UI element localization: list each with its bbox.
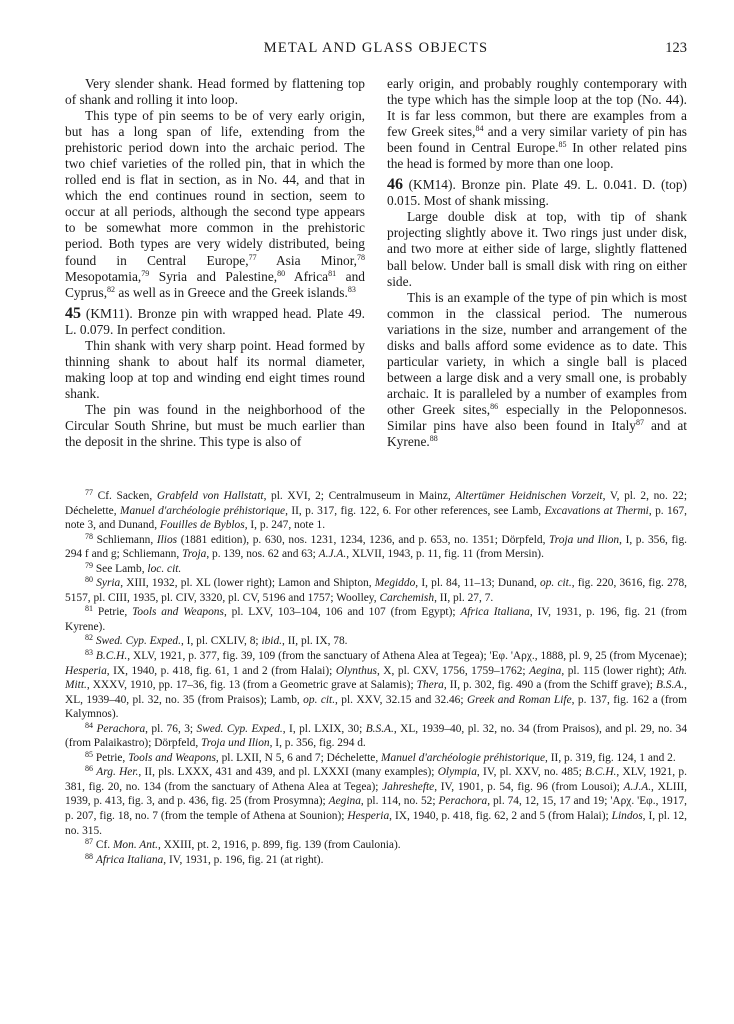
footnote-80 [65, 576, 687, 605]
footnote-title: Ath. Mitt. [65, 664, 687, 692]
paragraph-text: This is an example of the type of pin which is most common in the classical period. The numerous variations in the size, number and arrangement of the disks and balls afford some evidence as to date. This particular variety, in which a single ball is placed between a large disk and a very small one, is probably archaic. It is paralleled by a number of examples from other Greek sites, [387, 289, 687, 417]
footnote-title: Africa Italiana [95, 853, 164, 866]
footnote-number: 88 [85, 851, 93, 861]
footnote-87 [65, 838, 687, 853]
paragraph-text: The pin was found in the neighborhood of the Circular South Shrine, but must be much earlier than the deposit in the shrine. This type is also of [65, 401, 365, 450]
footnotes [65, 489, 687, 867]
footnote-text: , II, pls. LXXX, 431 and 439, and pl. LXXXI (many examples); [138, 766, 438, 779]
footnote-title: Africa Italiana [460, 606, 530, 619]
footnote-title: Ilios [156, 533, 178, 546]
entry-number: 46 [387, 176, 403, 194]
footnote-title: op. cit. [303, 693, 336, 706]
paragraph-text: and at Kyrene. [387, 417, 687, 450]
footnote-text: , pl. XVI, 2; Centralmuseum in Mainz, [263, 490, 456, 502]
page-header [65, 40, 687, 62]
footnote-number: 82 [85, 633, 93, 643]
paragraph-text: as well as in Greece and the Greek islands. [115, 284, 348, 300]
footnote-77 [65, 489, 687, 533]
footnote-text: , p. 137, fig. 162 a (from Kalymnos). [65, 693, 687, 721]
footnote-text: , pl. 114, no. 52; [360, 795, 439, 808]
footnote-82 [65, 634, 687, 649]
footnote-title: Troja und Ilion [201, 737, 270, 750]
footnote-text: , V, pl. 2, no. 22; Déchelette, [65, 490, 687, 517]
footnote-ref[interactable]: 85 [558, 140, 567, 150]
footnote-text: Cf. Sacken, [93, 490, 157, 502]
footnote-81 [65, 605, 687, 634]
footnote-number: 81 [85, 604, 93, 614]
footnote-number: 78 [85, 531, 93, 541]
footnote-text: , XLV, 1921, p. 381, fig. 20, no. 134 (from the sanctuary of Athena Alea at Tegea); [65, 766, 687, 793]
footnote-text: , XLVII, 1943, p. 11, fig. 11 (from Mersin). [346, 548, 544, 561]
footnote-text: , II, pl. 27, 7. [434, 591, 494, 604]
footnote-title: Carchemish [379, 591, 435, 604]
footnote-title: Manuel d'archéologie préhistorique [119, 504, 286, 517]
footnote-title: Aegina [529, 664, 562, 677]
paragraph [387, 76, 687, 172]
paragraph-text: Thin shank with very sharp point. Head formed by thinning shank to about half its normal diameter, making loop at top and winding end eight times round shank. [65, 337, 365, 401]
footnote-title: B.C.H. [95, 650, 128, 663]
footnote-text: , IX, 1940, p. 418, fig. 62, 2 and 5 (from Halai); [389, 810, 612, 823]
paragraph [387, 290, 687, 450]
footnote-title: Hesperia [347, 810, 390, 823]
footnote-text: , p. 167, note 3, and Dunand, [65, 504, 687, 532]
right-column [387, 76, 687, 450]
paragraph [65, 108, 365, 301]
footnote-title: B.S.A. [655, 679, 685, 692]
footnote-85 [65, 751, 687, 766]
paragraph [65, 76, 365, 108]
paragraph-text: Very slender shank. Head formed by flattening top of shank and rolling it into loop. [65, 76, 365, 108]
footnote-text: , X, pl. CXV, 1756, 1759–1762; [376, 664, 530, 677]
footnote-ref[interactable]: 83 [347, 284, 356, 294]
footnote-text: , IX, 1940, p. 418, fig. 61, 1 and 2 (from Halai); [106, 664, 336, 677]
footnote-title: Thera [416, 679, 444, 692]
footnote-text: , II, pl. IX, 78. [282, 635, 348, 648]
footnote-text: , pl. LXV, 103–104, 106 and 107 (from Egypt); [223, 606, 461, 619]
footnote-text: , IV, 1931, p. 196, fig. 21 (from Kyrene). [65, 606, 687, 633]
footnote-ref[interactable]: 80 [277, 268, 286, 278]
footnote-text: , I, pl. CXLIV, 8; [180, 635, 262, 648]
footnote-number: 84 [85, 720, 93, 730]
footnote-title: ibid. [261, 635, 283, 648]
footnote-title: Perachora [96, 722, 146, 735]
footnote-text: , XIII, 1932, pl. XL (lower right); Lamon and Shipton, [120, 577, 375, 590]
catalog-entry-45 [65, 306, 365, 338]
footnote-title: B.S.A. [365, 722, 394, 735]
footnote-79 [65, 562, 687, 577]
footnote-ref[interactable]: 87 [636, 417, 644, 427]
footnote-title: A.J.A. [318, 548, 347, 561]
footnote-title: Aegina [328, 795, 361, 808]
body-columns [65, 76, 687, 450]
footnote-title: Lindos [611, 810, 643, 823]
footnote-title: Mon. Ant. [112, 839, 158, 852]
footnote-title: Perachora [438, 795, 488, 808]
paragraph-text: Large double disk at top, with tip of shank projecting slightly above it. Two rings just under disk, and two more at either side of large, slightly flattened ball below. Under ball is small disk with ring on either side. [387, 209, 687, 289]
footnote-title: Syria [96, 577, 121, 590]
footnote-text: , p. 139, nos. 62 and 63; [206, 548, 319, 561]
footnote-ref[interactable]: 82 [107, 284, 116, 294]
footnote-number: 83 [85, 648, 93, 658]
footnote-text: , I, p. 247, note 1. [244, 519, 326, 532]
footnote-number: 80 [85, 575, 93, 585]
footnote-title: B.C.H. [585, 766, 617, 779]
paragraph [65, 338, 365, 402]
footnote-title: Jahreshefte [382, 780, 435, 793]
footnote-title: Fouilles de Byblos [159, 519, 245, 532]
footnote-text: , I, pl. 12, no. 315. [65, 810, 687, 837]
footnote-text: Cf. [93, 839, 113, 852]
footnote-text: , I, pl. LXIX, 30; [282, 722, 366, 735]
footnote-title: Olympia [437, 766, 477, 779]
entry-heading: (KM11). Bronze pin with wrapped head. Plate 49. L. 0.079. In perfect condition. [65, 305, 365, 337]
footnote-ref[interactable]: 88 [429, 434, 438, 444]
footnote-ref[interactable]: 79 [141, 268, 150, 278]
footnote-title: Olynthus [335, 664, 377, 677]
footnote-text: , II, p. 319, fig. 124, 1 and 2. [545, 751, 676, 764]
footnote-title: Manuel d'archéologie préhistorique [381, 751, 546, 764]
footnote-number: 85 [85, 749, 93, 759]
footnote-ref[interactable]: 81 [328, 268, 337, 278]
footnote-text: , XL, 1939–40, pl. 32, no. 35 (from Praisos); Lamb, [65, 679, 687, 706]
footnote-text: , IV, 1931, p. 196, fig. 21 (at right). [163, 853, 324, 866]
footnote-86 [65, 765, 687, 838]
paragraph-text: and a very similar variety of pin has been found in Central Europe. [387, 124, 687, 156]
paragraph-text: and Cyprus, [65, 268, 366, 300]
footnote-ref[interactable]: 77 [248, 252, 257, 262]
paragraph-text: Syria and Palestine, [149, 268, 278, 284]
footnote-83 [65, 649, 687, 722]
footnote-text: , IV, 1901, p. 54, fig. 96 (from Lousoi); [434, 780, 624, 793]
footnote-title: Hesperia [65, 664, 107, 677]
paragraph-text: Africa [285, 268, 329, 284]
footnote-text: , pl. LXII, N 5, 6 and 7; Déchelette, [215, 751, 382, 764]
footnote-title: Greek and Roman Life [466, 693, 572, 706]
footnote-title: Troja und Ilion [549, 533, 620, 546]
footnote-title: Excavations at Thermi [544, 504, 649, 517]
left-column [65, 76, 365, 450]
footnote-text: , pl. 76, 3; [145, 722, 197, 735]
footnote-text: , I, pl. 84, 11–13; Dunand, [415, 577, 541, 590]
paragraph [65, 402, 365, 450]
footnote-number: 77 [85, 488, 93, 497]
footnote-title: Grabfeld von Hallstatt [156, 490, 264, 502]
footnote-text: Petrie, [93, 751, 129, 764]
footnote-text: Petrie, [93, 606, 133, 619]
paragraph-text: In other related pins the head is formed by more than one loop. [387, 140, 687, 172]
footnote-title: Tools and Weapons [132, 606, 224, 619]
footnote-text: , I, p. 356, fig. 294 f and g; Schliemann, [65, 533, 687, 561]
footnote-title: Swed. Cyp. Exped. [196, 722, 283, 735]
catalog-entry-46 [387, 177, 687, 209]
footnote-number: 86 [85, 764, 93, 774]
footnote-text: , pl. 74, 12, 15, 17 and 19; 'Αρχ. 'Εφ., 1917, p. 207, fig. 18, no. 7 (from the temple of Athena at Sounion); [65, 795, 687, 823]
footnote-text: (1881 edition), p. 630, nos. 1231, 1234, 1236, and p. 653, no. 1351; Dörpfeld, [177, 533, 550, 546]
entry-number: 45 [65, 304, 81, 322]
footnote-title: A.J.A. [623, 780, 652, 793]
footnote-title: loc. cit. [147, 562, 182, 575]
footnote-text: Schliemann, [93, 533, 157, 546]
footnote-title: Tools and Weapons [128, 751, 216, 764]
footnote-text: , XL, 1939–40, pl. 32, no. 34 (from Praisos), and pl. 29, no. 34 (from Palaikastro); Dörpfeld, [65, 722, 688, 750]
entry-heading: (KM14). Bronze pin. Plate 49. L. 0.041. D. (top) 0.015. Most of shank missing. [387, 177, 687, 209]
running-head: METAL AND GLASS OBJECTS [263, 40, 489, 56]
footnote-text: , XXIII, pt. 2, 1916, p. 899, fig. 139 (from Caulonia). [157, 839, 401, 852]
footnote-text: , I, p. 356, fig. 294 d. [269, 737, 366, 750]
footnote-84 [65, 722, 687, 751]
footnote-text: , fig. 220, 3616, fig. 278, 5157, pl. CIII, 1935, pl. CIV, 3320, pl. CV, 5196 and 1757; Woolley, [65, 577, 687, 604]
footnote-text: See Lamb, [93, 562, 148, 575]
footnote-ref[interactable]: 78 [357, 252, 365, 262]
footnote-number: 87 [85, 837, 93, 847]
footnote-title: Troja [182, 548, 207, 561]
footnote-title: Megiddo [374, 577, 416, 590]
footnote-title: op. cit. [540, 577, 572, 590]
footnote-text: , XLIII, 1939, p. 413, fig. 3, and p. 436, fig. 25 (from Prosymna); [65, 780, 687, 808]
footnote-ref[interactable]: 86 [490, 401, 499, 411]
footnote-title: Arg. Her. [96, 766, 139, 779]
footnote-78 [65, 533, 687, 562]
footnote-title: Swed. Cyp. Exped. [95, 635, 181, 648]
footnote-text: , II, p. 317, fig. 122, 6. For other references, see Lamb, [285, 504, 545, 517]
footnote-text: , II, p. 302, fig. 490 a (from the Schiff grave); [443, 679, 656, 692]
footnote-text: , pl. XXV, 32.15 and 32.46; [335, 693, 467, 706]
footnote-text: , XXXV, 1910, pp. 17–36, fig. 13 (from a Geometric grave at Salamis); [86, 679, 417, 692]
paragraph-text: especially in the Peloponnesos. Similar pins have also been found in Italy [387, 401, 687, 433]
footnote-88 [65, 853, 687, 868]
page-number: 123 [665, 40, 687, 56]
paragraph-text: Mesopotamia, [65, 268, 142, 284]
paragraph-text: This type of pin seems to be of very early origin, but has a long span of life, extending from the prehistoric period down into the archaic period. The two chief varieties of the rolled pin, that in which the rolled end is flat in section, as in No. 44, and that in which the end continues round in section, seem to occur at all periods, although the second type appears to be somewhat more common in the prehistoric period. Both types are very widely distributed, being found in Central Europe, [65, 108, 365, 268]
footnote-text: , XLV, 1921, p. 377, fig. 39, 109 (from the sanctuary of Athena Alea at Tegea); 'Εφ. 'Αρχ., 1888, pl. 9, 25 (from Mycenae); [127, 650, 687, 663]
paragraph-text: early origin, and probably roughly contemporary with the type which has the simple loop at the top (No. 44). It is far less common, but there are examples from a few Greek sites, [387, 76, 687, 140]
footnote-title: Altertümer Heidnischen Vorzeit [455, 490, 603, 502]
footnote-number: 79 [85, 560, 93, 570]
paragraph [387, 209, 687, 289]
paragraph-text: Asia Minor, [256, 252, 357, 268]
footnote-text: , IV, pl. XXV, no. 485; [476, 766, 586, 779]
footnote-text: , pl. 115 (lower right); [561, 664, 669, 677]
footnote-ref[interactable]: 84 [475, 124, 484, 134]
